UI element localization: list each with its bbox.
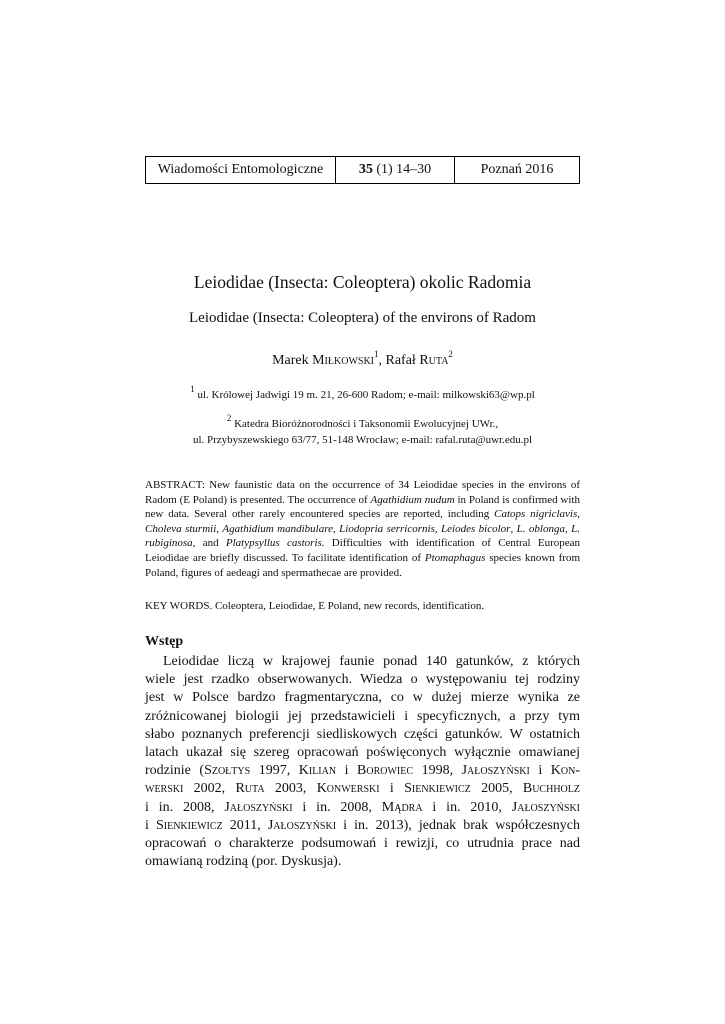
body-text: i	[336, 763, 358, 779]
abstract-text: ABSTRACT: New faunistic data on the occurrence of 34 Leiodidae species in the environs of Radom (E Poland) is presented. The occurrence of	[145, 479, 580, 506]
authors-line	[0, 349, 725, 369]
citation-author: Szołtys	[204, 763, 251, 779]
body-text: i in. 2008,	[145, 799, 225, 815]
affiliation-2-sup: 2	[226, 413, 232, 424]
issue-pages: (1) 14–30	[372, 162, 432, 177]
section-heading: Wstęp	[145, 634, 184, 649]
body-text: 2011,	[222, 817, 268, 833]
abstract-text: , and	[192, 537, 226, 550]
citation-author: Jałoszyński	[267, 817, 337, 833]
body-line	[145, 817, 580, 835]
affiliation-1-sup: 1	[190, 384, 195, 395]
citation-author: Sienkiewicz	[404, 781, 471, 797]
abstract-species: Choleva sturmii	[145, 522, 217, 535]
citation-author: Kon-	[550, 763, 580, 779]
section-body	[145, 653, 580, 871]
abstract-species: L. oblonga	[516, 522, 565, 535]
abstract-species: Catops nigriclavis	[494, 508, 578, 521]
body-line	[145, 762, 580, 780]
abstract	[145, 478, 580, 580]
volume-cell	[336, 157, 455, 184]
author2-first: Rafał	[385, 353, 420, 368]
body-text: i	[379, 781, 405, 797]
affiliation-2	[0, 413, 725, 448]
citation-author: Mądra	[381, 799, 423, 815]
author1-first: Marek	[272, 353, 313, 368]
citation-author: Jałoszyński	[224, 799, 293, 815]
body-line: opracowań o charakterze podsumowań i rewizji, co utrudnia prace nad	[145, 836, 580, 852]
body-line	[145, 799, 580, 817]
place-year: Poznań 2016	[480, 162, 554, 177]
body-line: wiele jest rzadko obserwowanych. Wiedza o występowaniu tej rodziny	[145, 672, 580, 688]
abstract-text: ,	[332, 522, 340, 535]
abstract-text: in Poland is confirmed with new data. Several other rarely encountered species are reported, including	[145, 493, 580, 521]
body-text: i in. 2010,	[422, 799, 512, 815]
citation-author: Ruta	[235, 781, 265, 797]
author1-last: Miłkowski	[312, 353, 374, 368]
body-text: 2002,	[183, 781, 236, 797]
abstract-species: Agathidium nudum	[370, 493, 455, 506]
author1-sup: 1	[374, 349, 379, 360]
journal-name-cell	[146, 157, 336, 184]
abstract-species: Platypsyllus castoris.	[225, 537, 325, 550]
citation-author: Sienkiewicz	[155, 817, 223, 833]
body-text: rodzinie (	[145, 763, 205, 779]
body-text: 2003,	[264, 781, 317, 797]
body-text: i	[529, 763, 551, 779]
citation-author: Buchholz	[522, 781, 580, 797]
citation-author: Jałoszyński	[511, 799, 581, 815]
affiliation-1	[0, 384, 725, 403]
body-text: i	[145, 817, 156, 833]
abstract-text: ,	[510, 522, 517, 535]
abstract-text: ,	[577, 508, 580, 521]
body-text: 2005,	[470, 781, 523, 797]
body-line: omawianą rodziną (por. Dyskusja).	[145, 854, 342, 870]
journal-header-table	[145, 156, 580, 184]
keywords: KEY WORDS. Coleoptera, Leiodidae, E Poland, new records, identification.	[145, 600, 485, 612]
abstract-species: Agathidium mandibulare	[222, 522, 333, 535]
body-text: 1998,	[413, 763, 462, 779]
body-text: i in. 2013), jednak brak współczesnych	[336, 817, 580, 833]
affiliation-2-line2: ul. Przybyszewskiego 63/77, 51-148 Wrocław; e-mail: rafal.ruta@uwr.edu.pl	[192, 434, 533, 446]
abstract-species: Leiodes bicolor	[441, 522, 511, 535]
citation-author: werski	[145, 781, 184, 797]
title-english: Leiodidae (Insecta: Coleoptera) of the environs of Radom	[189, 310, 536, 326]
citation-author: Borowiec	[357, 763, 414, 779]
body-text: 1997,	[250, 763, 299, 779]
affiliation-2-line1: Katedra Bioróżnorodności i Taksonomii Ewolucyjnej UWr.,	[231, 418, 499, 430]
abstract-text: ,	[564, 522, 572, 535]
abstract-text: ,	[216, 522, 223, 535]
abstract-species: L. rubiginosa	[145, 522, 581, 550]
title-polish: Leiodidae (Insecta: Coleoptera) okolic Radomia	[193, 272, 532, 292]
abstract-text: ,	[434, 522, 442, 535]
body-line: latach ukazał się szereg opracowań poświęconych wyłącznie omawianej	[145, 745, 580, 761]
authors-separator: ,	[378, 353, 386, 368]
journal-name: Wiadomości Entomologiczne	[157, 162, 324, 177]
abstract-text: Difficulties with identification of Central European Leiodidae are briefly discussed. To facilitate identification of	[145, 537, 580, 564]
volume-number: 35	[358, 162, 373, 177]
affiliation-1-text: ul. Królowej Jadwigi 19 m. 21, 26-600 Radom; e-mail: milkowski63@wp.pl	[194, 389, 535, 401]
body-line: Leiodidae liczą w krajowej faunie ponad 140 gatunków, z których	[163, 654, 580, 669]
place-year-cell	[455, 157, 580, 184]
body-line: jest w Polsce bardzo fragmentaryczna, co w dużej mierze wynika ze	[145, 690, 580, 706]
author2-sup: 2	[448, 349, 453, 360]
body-line	[145, 780, 580, 798]
abstract-species: Ptomaphagus	[424, 551, 486, 564]
body-line: słabo poznanych preferencji siedliskowych części gatunków. W ostatnich	[145, 726, 580, 742]
citation-author: Jałoszyński	[461, 763, 530, 779]
abstract-species: Liodopria serricornis	[339, 522, 435, 535]
abstract-text: species known from Poland, figures of aedeagi and spermathecae are provided.	[145, 551, 580, 579]
citation-author: Kilian	[298, 763, 337, 779]
body-text: i in. 2008,	[292, 799, 382, 815]
citation-author: Konwerski	[316, 781, 380, 797]
body-line: zróżnicowanej biologii jej przedstawicieli i specyficznych, a przy tym	[145, 708, 580, 724]
author2-last: Ruta	[419, 353, 449, 368]
